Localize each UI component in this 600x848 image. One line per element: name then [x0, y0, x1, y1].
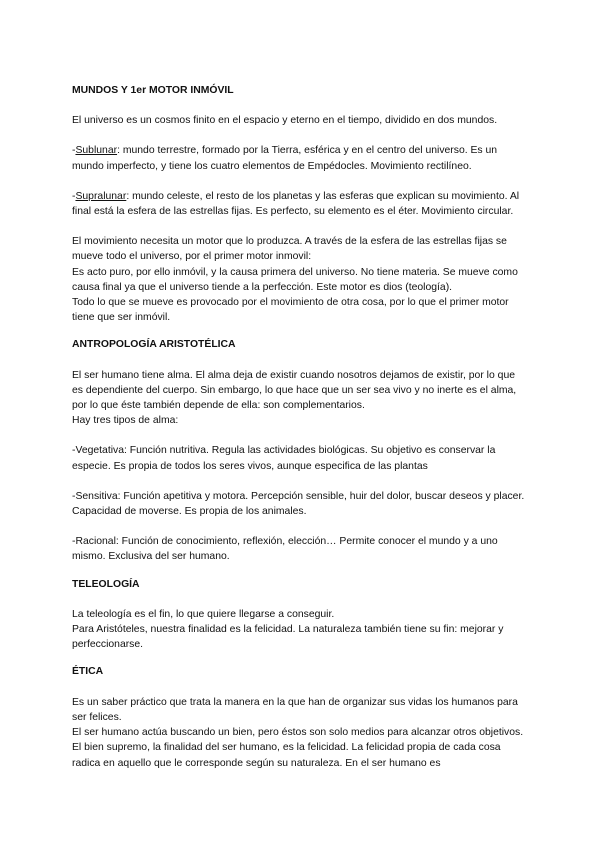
heading-teleologia: TELEOLOGÍA: [72, 578, 140, 590]
paragraph-vegetativa: -Vegetativa: Función nutritiva. Regula las actividades biológicas. Su objetivo es conservar la especie. Es propia de todos los seres vivos, aunque especifica de las plantas: [72, 445, 496, 472]
paragraph-alma: El ser humano tiene alma. El alma deja de existir cuando nosotros dejamos de existir, por lo que es dependiente del cuerpo. Sin embargo, lo que hace que un ser sea vivo y no inerte es el alma, por lo que éste también depende de ella: son complementarios.: [72, 369, 517, 412]
heading-antropologia: ANTROPOLOGÍA ARISTOTÉLICA: [72, 339, 236, 351]
paragraph-motor: El movimiento necesita un motor que lo produzca. A través de la esfera de las estrellas fijas se mueve todo el universo, por el primer motor inmovil:: [72, 236, 507, 263]
heading-mundos: MUNDOS Y 1er MOTOR INMÓVIL: [72, 85, 234, 96]
paragraph-universo: El universo es un cosmos finito en el espacio y eterno en el tiempo, dividido en dos mundos.: [72, 115, 498, 127]
paragraph-acto-puro: Es acto puro, por ello inmóvil, y la causa primera del universo. No tiene materia. Se mueve como causa final ya que el universo tiende a la perfección. Este motor es dios (teología).: [72, 266, 518, 293]
paragraph-racional: -Racional: Función de conocimiento, reflexión, elección… Permite conocer el mundo y a uno mismo. Exclusiva del ser humano.: [72, 536, 498, 563]
sublunar-description: : mundo terrestre, formado por la Tierra, esférica y en el centro del universo. Es un mundo imperfecto, y tiene los cuatro elementos de Empédocles. Movimiento rectilíneo.: [72, 145, 498, 172]
heading-etica: ÉTICA: [72, 666, 104, 678]
paragraph-finalidad: Para Aristóteles, nuestra finalidad es la felicidad. La naturaleza también tiene su fin: mejorar y perfeccionarse.: [72, 624, 504, 651]
paragraph-sensitiva: -Sensitiva: Función apetitiva y motora. Percepción sensible, huir del dolor, buscar deseos y placer. Capacidad de moverse. Es propia de los animales.: [72, 490, 525, 518]
paragraph-saber-practico: Es un saber práctico que trata la manera en la que han de organizar sus vidas los humanos para ser felices.: [72, 696, 518, 723]
document-body: [72, 83, 528, 771]
term-supralunar: Supralunar: [75, 190, 127, 202]
paragraph-teleologia-fin: La teleología es el fin, lo que quiere llegarse a conseguir.: [72, 608, 335, 620]
supralunar-description: : mundo celeste, el resto de los planetas y las esferas que explican su movimiento. Al final está la esfera de las estrellas fijas. Es perfecto, su elemento es el éter. Movimiento circular.: [72, 190, 520, 218]
paragraph-bien-supremo: El ser humano actúa buscando un bien, pero éstos son solo medios para alcanzar otros objetivos. El bien supremo, la finalidad del ser humano, es la felicidad. La felicidad propia de cada cosa radica en aquello que le corresponde según su naturaleza. En el ser humano es: [72, 727, 524, 769]
paragraph-inmovil: Todo lo que se mueve es provocado por el movimiento de otra cosa, por lo que el primer motor tiene que ser inmóvil.: [72, 297, 509, 324]
paragraph-sublunar: -Sublunar: mundo terrestre, formado por la Tierra, esférica y en el centro del universo. Es un mundo imperfecto, y tiene los cuatro elementos de Empédocles. Movimiento rectilíneo.: [72, 145, 498, 172]
paragraph-supralunar: -Supralunar: mundo celeste, el resto de los planetas y las esferas que explican su movimiento. Al final está la esfera de las estrellas fijas. Es perfecto, su elemento es el éter. Movimiento circular.: [72, 190, 520, 218]
paragraph-tipos-alma: Hay tres tipos de alma:: [72, 415, 179, 427]
term-sublunar: Sublunar: [75, 145, 118, 157]
